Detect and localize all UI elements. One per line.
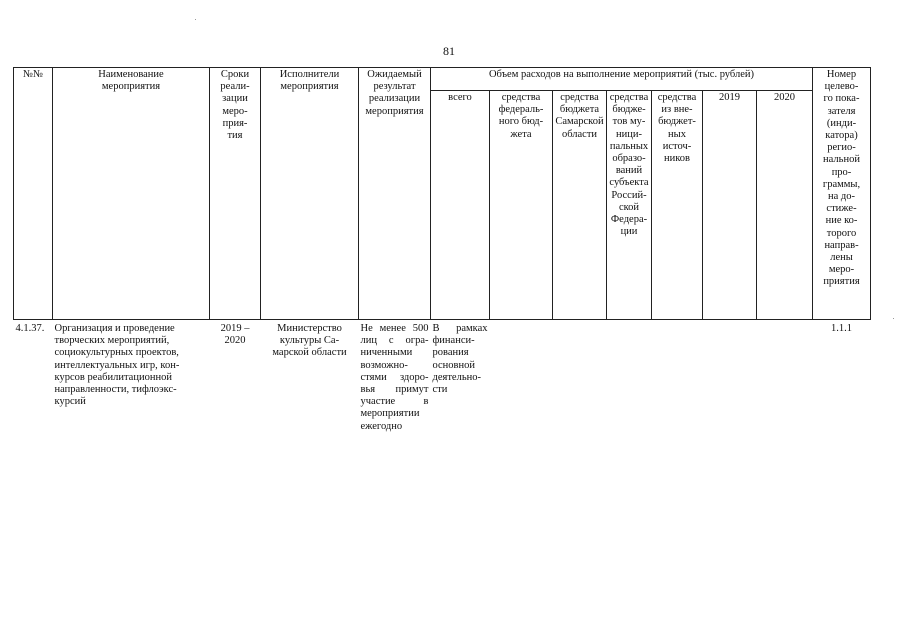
subheader-federal: средства федераль- ного бюд- жета xyxy=(490,91,553,320)
measures-table xyxy=(13,67,871,434)
row-num: 4.1.37. xyxy=(15,323,45,334)
scan-speck xyxy=(195,19,196,20)
subheader-municipal: средства бюдже- тов му- ници- пальных образо- ваний субъекта Россий- ской Федера- ции xyxy=(607,91,652,320)
row-indicator: 1.1.1 xyxy=(831,323,852,334)
subheader-extra: средства из вне- бюджет- ных источ- ников xyxy=(652,91,703,320)
row-expenses: В рамках финанси-рования основной деятельно-сти xyxy=(432,323,488,396)
row-executor: Министерство культуры Са- марской области xyxy=(272,323,347,359)
row-terms: 2019 – 2020 xyxy=(220,323,250,347)
header-executors: Исполнители мероприятия xyxy=(261,68,359,320)
header-terms: Сроки реали- зации меро- прия- тия xyxy=(210,68,261,320)
page-number: 81 xyxy=(443,44,455,58)
subheader-total: всего xyxy=(431,91,490,320)
subheader-regional: средства бюджета Самарской области xyxy=(553,91,607,320)
header-result: Ожидаемый результат реализации мероприятия xyxy=(359,68,431,320)
table-row xyxy=(14,320,871,434)
scan-speck xyxy=(893,318,894,319)
header-expenses-group: Объем расходов на выполнение мероприятий (тыс. рублей) xyxy=(431,68,813,91)
header-indicator: Номер целево- го пока- зателя (инди- катора) регио- нальной про- граммы, на до- стиже- ние ко- торого направ- лены меро- приятия xyxy=(813,68,871,320)
subheader-2019: 2019 xyxy=(703,91,757,320)
header-num: №№ xyxy=(14,68,53,320)
row-name: Организация и проведение творческих мероприятий, социокультурных проектов, интеллектуальных игр, кон- курсов реабилитационной направленности, тифлоэкс- курсий xyxy=(54,323,180,408)
header-row xyxy=(14,68,871,91)
header-name: Наименование мероприятия xyxy=(53,68,210,320)
row-empty-cells xyxy=(490,320,813,434)
subheader-2020: 2020 xyxy=(757,91,813,320)
row-result: Не менее 500 лиц с огра-ниченными возможно-стями здоро-вья примут участие в мероприятии ежегодно xyxy=(360,323,429,432)
